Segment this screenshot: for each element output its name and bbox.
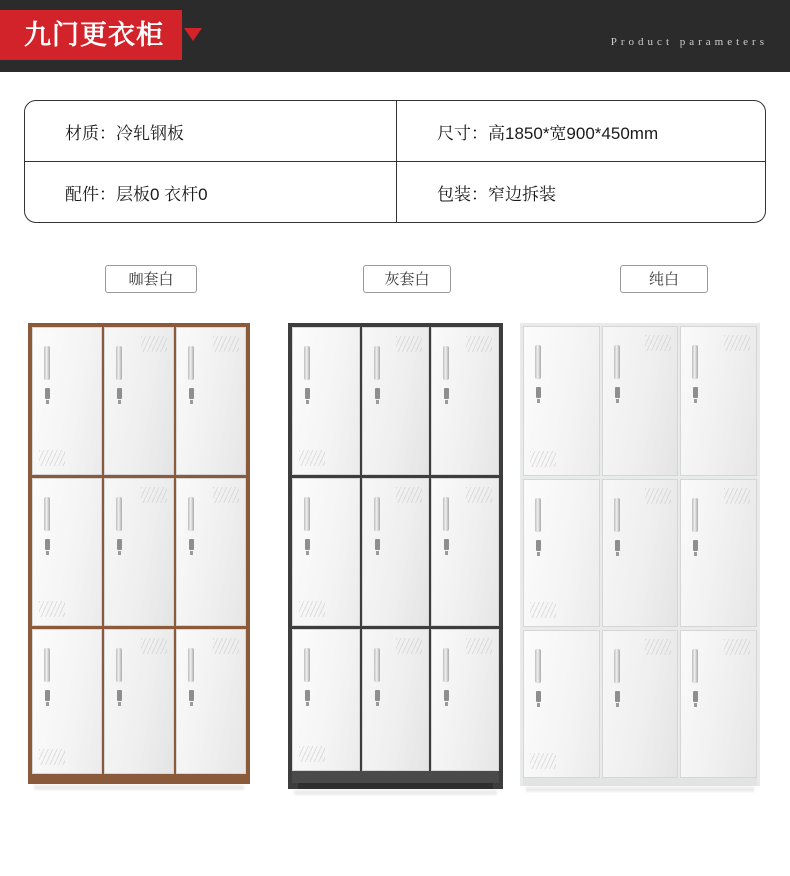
door-lock-icon <box>693 387 698 398</box>
locker-door <box>32 327 102 475</box>
door-handle-icon <box>535 498 541 532</box>
page-header <box>0 0 790 72</box>
vent-icon <box>466 638 492 654</box>
locker-tier <box>292 478 499 626</box>
locker-tier <box>32 478 246 626</box>
vent-icon <box>213 487 239 503</box>
param-label: 包装： <box>437 184 488 204</box>
locker-door <box>176 629 246 774</box>
product-image-white <box>520 323 760 786</box>
parameters-table <box>24 100 766 223</box>
locker-door <box>292 478 360 626</box>
vent-icon <box>213 638 239 654</box>
param-value: 冷轧钢板 <box>116 123 184 143</box>
door-lock-icon <box>189 690 194 701</box>
locker-door <box>602 326 679 476</box>
door-handle-icon <box>443 648 449 682</box>
vent-icon <box>141 487 167 503</box>
vent-icon <box>645 639 671 655</box>
door-handle-icon <box>614 649 620 683</box>
door-lock-icon <box>117 690 122 701</box>
vent-icon <box>530 602 556 618</box>
locker-door <box>176 327 246 475</box>
locker-door <box>362 327 430 475</box>
locker-door <box>431 478 499 626</box>
vent-icon <box>724 639 750 655</box>
locker-tier <box>523 479 757 627</box>
floor-shadow <box>34 785 244 790</box>
vent-icon <box>39 450 65 466</box>
door-handle-icon <box>535 649 541 683</box>
door-handle-icon <box>116 648 122 682</box>
door-lock-icon <box>305 690 310 701</box>
door-handle-icon <box>188 648 194 682</box>
floor-shadow <box>526 787 754 792</box>
color-option-3[interactable]: 纯白 <box>620 265 708 293</box>
door-handle-icon <box>44 497 50 531</box>
color-option-1[interactable]: 咖套白 <box>105 265 197 293</box>
vent-icon <box>645 335 671 351</box>
vent-icon <box>141 638 167 654</box>
door-lock-icon <box>117 388 122 399</box>
chevron-down-icon <box>182 10 202 60</box>
door-handle-icon <box>614 345 620 379</box>
param-value: 层板0 衣杆0 <box>116 184 208 204</box>
locker-door <box>292 327 360 475</box>
param-value: 窄边拆装 <box>488 184 556 204</box>
vent-icon <box>724 488 750 504</box>
door-lock-icon <box>693 691 698 702</box>
door-lock-icon <box>189 388 194 399</box>
cabinet-base <box>32 774 246 784</box>
door-lock-icon <box>45 690 50 701</box>
door-handle-icon <box>692 345 698 379</box>
cabinet-body <box>520 323 760 786</box>
door-lock-icon <box>117 539 122 550</box>
product-image-gray <box>288 323 503 789</box>
door-lock-icon <box>375 690 380 701</box>
locker-door <box>523 326 600 476</box>
product-images <box>0 323 790 803</box>
table-row <box>25 101 765 162</box>
vent-icon <box>299 450 325 466</box>
color-option-2[interactable]: 灰套白 <box>363 265 451 293</box>
vent-icon <box>645 488 671 504</box>
title-badge <box>0 10 182 60</box>
vent-icon <box>396 487 422 503</box>
locker-tier <box>292 629 499 771</box>
header-subtitle: Product parameters <box>610 36 768 48</box>
door-handle-icon <box>304 648 310 682</box>
door-lock-icon <box>444 690 449 701</box>
param-cell-size <box>397 101 765 161</box>
param-label: 材质： <box>65 123 116 143</box>
cabinet-base <box>523 778 757 786</box>
vent-icon <box>396 336 422 352</box>
door-lock-icon <box>305 539 310 550</box>
locker-door <box>292 629 360 771</box>
door-lock-icon <box>615 540 620 551</box>
door-handle-icon <box>304 346 310 380</box>
param-label: 尺寸： <box>437 123 488 143</box>
color-options-row <box>0 265 790 295</box>
door-handle-icon <box>692 649 698 683</box>
vent-icon <box>141 336 167 352</box>
vent-icon <box>530 753 556 769</box>
table-row <box>25 162 765 222</box>
door-handle-icon <box>116 497 122 531</box>
locker-door <box>602 630 679 778</box>
door-handle-icon <box>692 498 698 532</box>
locker-tier <box>32 327 246 475</box>
locker-tier <box>523 326 757 476</box>
locker-door <box>362 629 430 771</box>
door-lock-icon <box>615 691 620 702</box>
vent-icon <box>213 336 239 352</box>
door-handle-icon <box>188 497 194 531</box>
door-handle-icon <box>44 648 50 682</box>
locker-door <box>431 629 499 771</box>
locker-door <box>680 479 757 627</box>
door-handle-icon <box>116 346 122 380</box>
vent-icon <box>299 746 325 762</box>
door-handle-icon <box>304 497 310 531</box>
door-handle-icon <box>374 648 380 682</box>
vent-icon <box>466 336 492 352</box>
door-lock-icon <box>536 691 541 702</box>
cabinet-body <box>288 323 503 789</box>
door-lock-icon <box>693 540 698 551</box>
param-cell-accessories <box>25 162 397 222</box>
param-value: 高1850*宽900*450mm <box>488 123 659 143</box>
locker-door <box>523 630 600 778</box>
door-lock-icon <box>45 539 50 550</box>
locker-door <box>523 479 600 627</box>
locker-door <box>431 327 499 475</box>
locker-tier <box>32 629 246 774</box>
cabinet-plinth <box>298 783 493 789</box>
vent-icon <box>39 749 65 765</box>
door-lock-icon <box>444 388 449 399</box>
door-lock-icon <box>189 539 194 550</box>
param-cell-packaging <box>397 162 765 222</box>
door-handle-icon <box>374 346 380 380</box>
door-lock-icon <box>375 388 380 399</box>
locker-door <box>104 478 174 626</box>
door-handle-icon <box>614 498 620 532</box>
locker-door <box>602 479 679 627</box>
locker-door <box>32 478 102 626</box>
vent-icon <box>396 638 422 654</box>
locker-door <box>680 326 757 476</box>
door-handle-icon <box>443 497 449 531</box>
locker-door <box>176 478 246 626</box>
door-lock-icon <box>444 539 449 550</box>
door-lock-icon <box>375 539 380 550</box>
locker-door <box>104 327 174 475</box>
locker-tier <box>523 630 757 778</box>
cabinet-body <box>28 323 250 784</box>
locker-door <box>32 629 102 774</box>
door-handle-icon <box>188 346 194 380</box>
locker-door <box>680 630 757 778</box>
door-handle-icon <box>44 346 50 380</box>
door-lock-icon <box>615 387 620 398</box>
parameters-section <box>24 100 766 223</box>
vent-icon <box>39 601 65 617</box>
vent-icon <box>466 487 492 503</box>
door-handle-icon <box>443 346 449 380</box>
locker-tier <box>292 327 499 475</box>
vent-icon <box>299 601 325 617</box>
door-lock-icon <box>536 540 541 551</box>
floor-shadow <box>294 790 497 795</box>
param-label: 配件： <box>65 184 116 204</box>
page-title: 九门更衣柜 <box>24 19 164 50</box>
cabinet-base <box>292 771 499 783</box>
door-handle-icon <box>374 497 380 531</box>
locker-door <box>362 478 430 626</box>
vent-icon <box>530 451 556 467</box>
locker-door <box>104 629 174 774</box>
door-lock-icon <box>536 387 541 398</box>
product-image-coffee <box>28 323 250 784</box>
door-lock-icon <box>45 388 50 399</box>
door-lock-icon <box>305 388 310 399</box>
door-handle-icon <box>535 345 541 379</box>
param-cell-material <box>25 101 397 161</box>
vent-icon <box>724 335 750 351</box>
